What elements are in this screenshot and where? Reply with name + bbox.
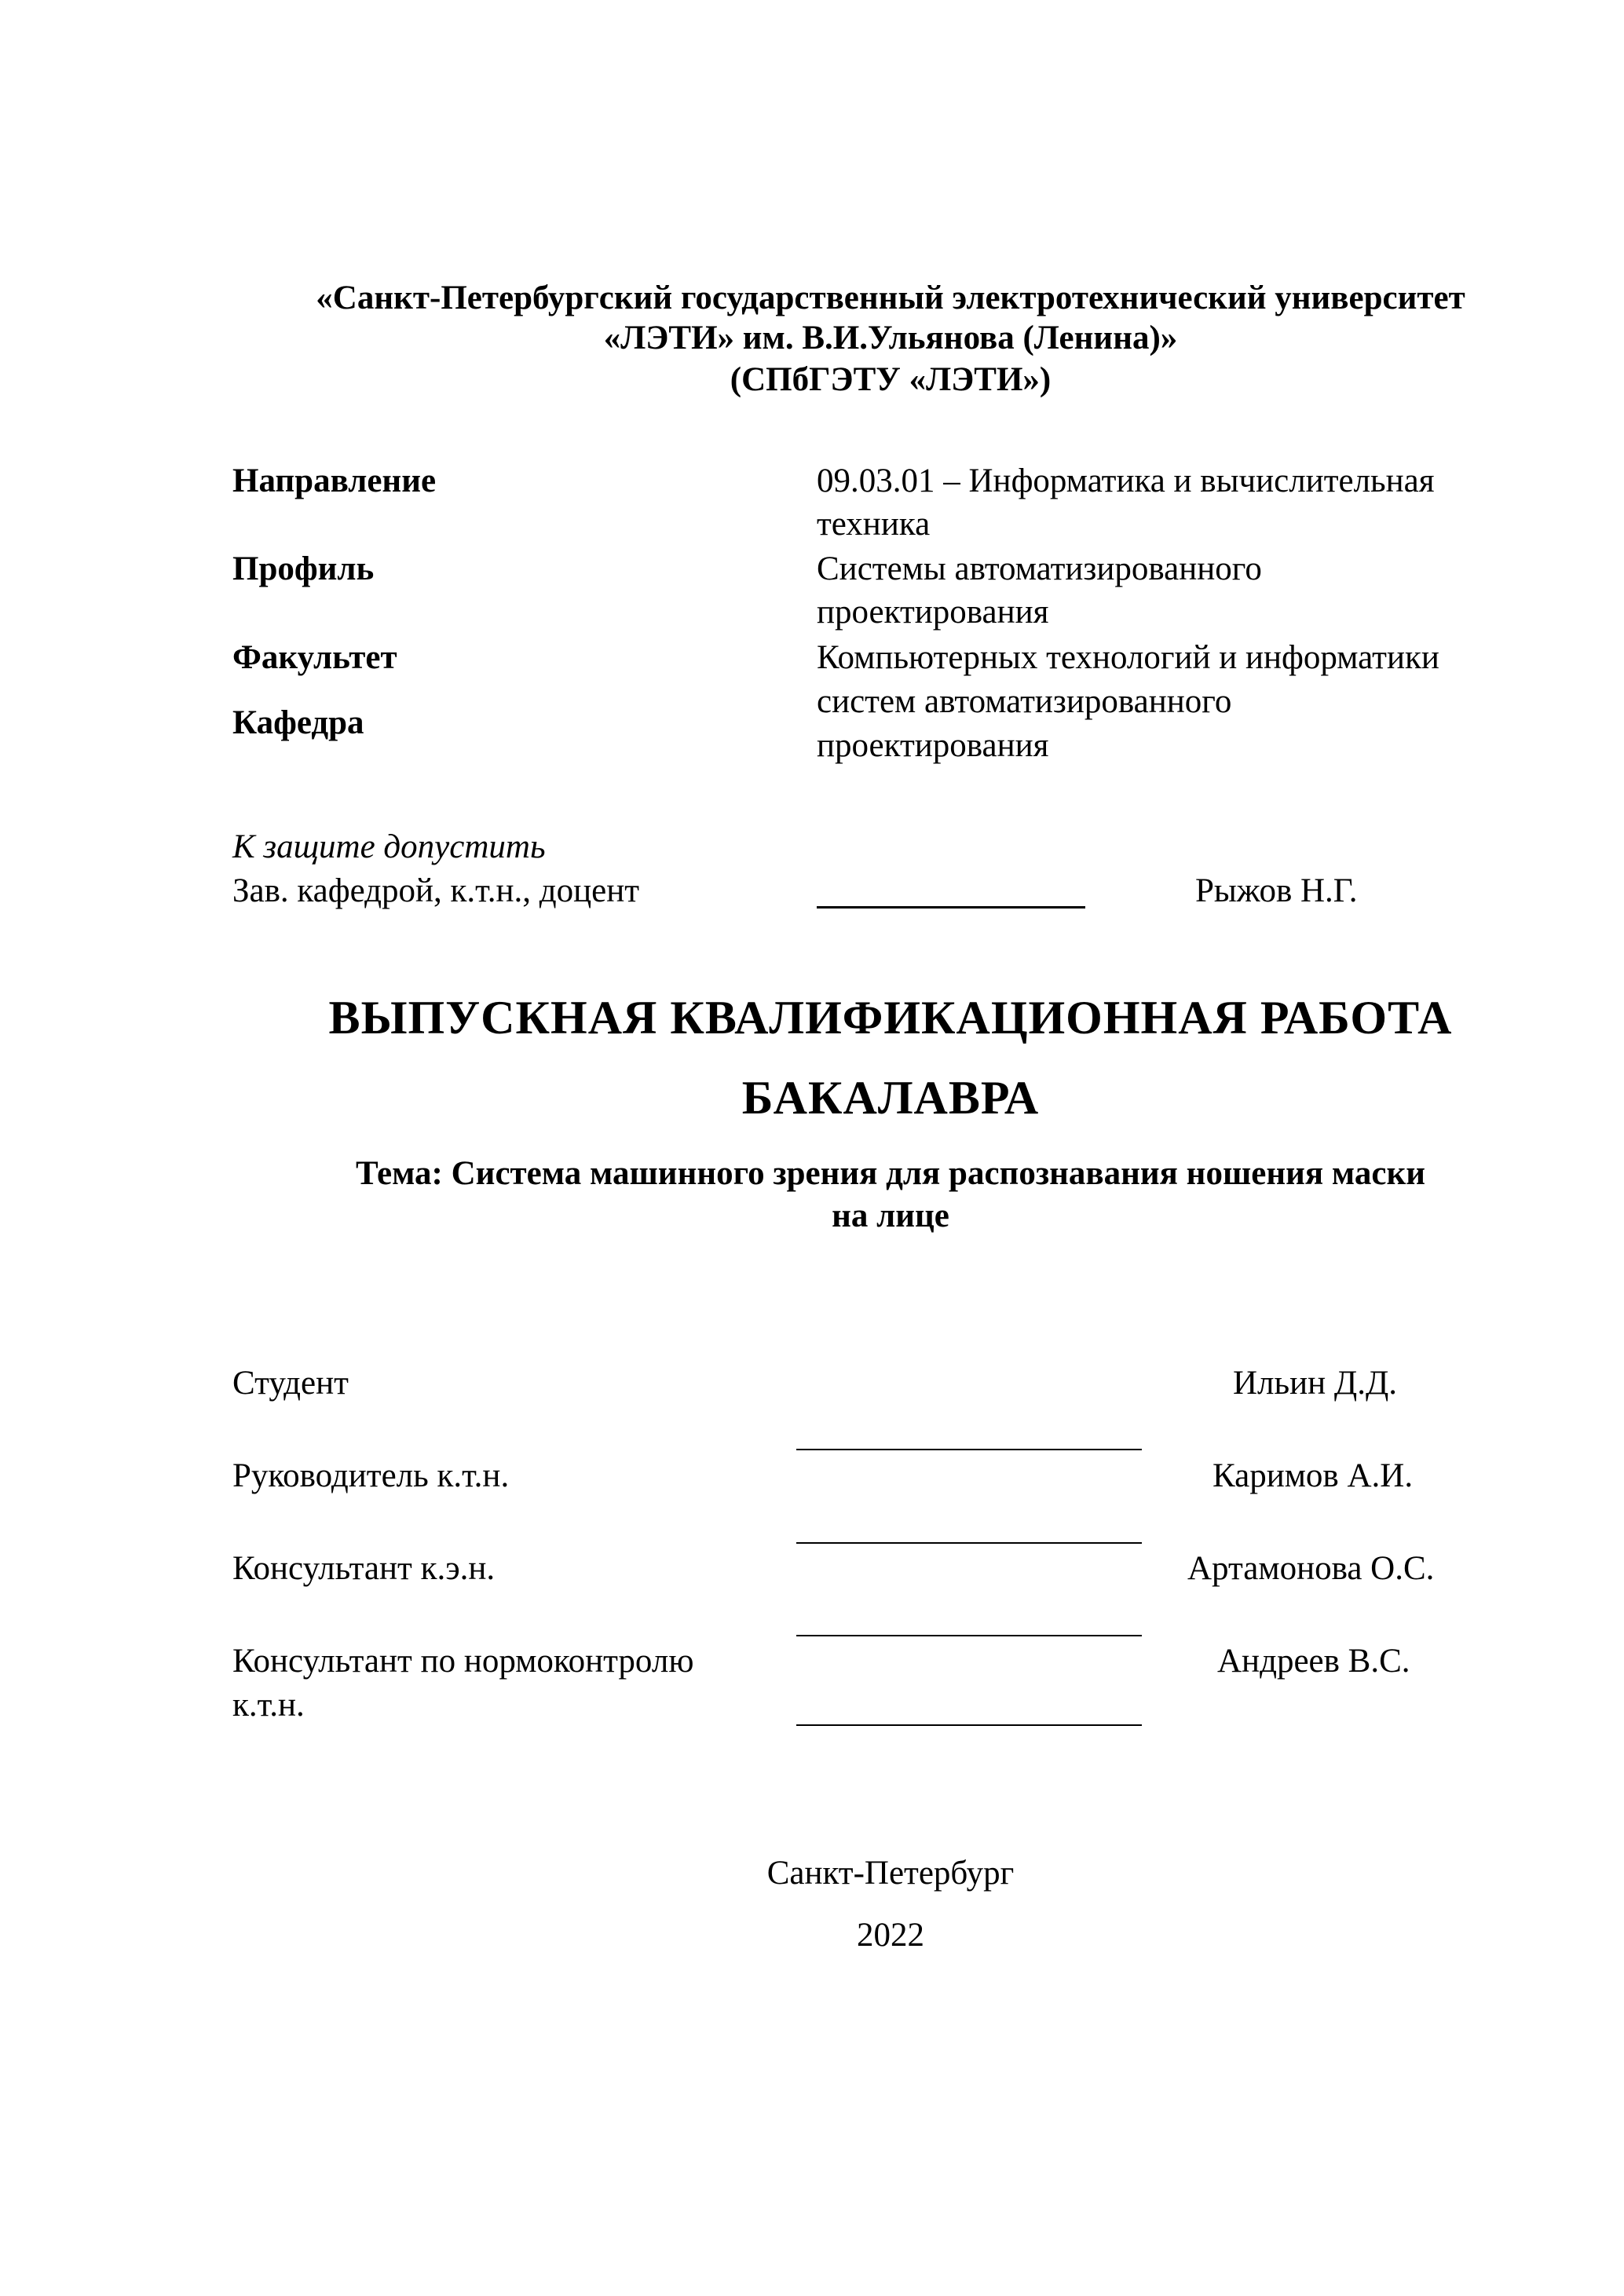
faculty-label: Факультет — [232, 639, 397, 676]
admit-to-defense-text: К защите допустить — [232, 828, 546, 865]
signature-line-consultant — [796, 1635, 1142, 1636]
signature-role-student: Студент — [232, 1365, 349, 1402]
signature-name-student: Ильин Д.Д. — [1233, 1365, 1398, 1402]
department-value-line-2: проектирования — [817, 727, 1049, 764]
document-title-line-2: БАКАЛАВРА — [741, 1072, 1040, 1124]
faculty-value: Компьютерных технологий и информатики — [817, 639, 1439, 676]
direction-value-line-2: техника — [817, 506, 931, 543]
signature-line-student — [796, 1449, 1142, 1450]
profile-value-line-1: Системы автоматизированного — [817, 550, 1262, 587]
direction-label: Направление — [232, 462, 437, 499]
direction-value-line-1: 09.03.01 – Информатика и вычислительная — [817, 462, 1435, 499]
signature-name-consultant: Артамонова О.С. — [1187, 1550, 1435, 1587]
signature-role-supervisor: Руководитель к.т.н. — [232, 1457, 510, 1494]
signature-role-consultant: Консультант к.э.н. — [232, 1550, 496, 1587]
signature-name-supervisor: Каримов А.И. — [1213, 1457, 1414, 1494]
university-abbreviation: (СПбГЭТУ «ЛЭТИ») — [730, 361, 1052, 398]
university-name-line-1: «Санкт-Петербургский государственный электротехнический университет — [316, 280, 1465, 316]
theme-line-1: Тема: Система машинного зрения для распознавания ношения маски — [355, 1155, 1426, 1192]
theme-line-2: на лице — [832, 1197, 949, 1234]
profile-label: Профиль — [232, 550, 375, 587]
signature-line-norm-control — [796, 1724, 1142, 1726]
document-title-line-1: ВЫПУСКНАЯ КВАЛИФИКАЦИОННАЯ РАБОТА — [328, 992, 1453, 1044]
department-value-line-1: систем автоматизированного — [817, 683, 1232, 720]
signature-line-supervisor — [796, 1542, 1142, 1544]
city: Санкт-Петербург — [766, 1855, 1015, 1892]
university-name-line-2: «ЛЭТИ» им. В.И.Ульянова (Ленина)» — [603, 320, 1178, 356]
signature-role-norm-control-degree: к.т.н. — [232, 1687, 305, 1724]
signature-name-norm-control: Андреев В.С. — [1217, 1643, 1410, 1680]
profile-value-line-2: проектирования — [817, 594, 1049, 631]
head-of-department-title: Зав. кафедрой, к.т.н., доцент — [232, 872, 640, 909]
year: 2022 — [857, 1917, 924, 1954]
head-of-department-name: Рыжов Н.Г. — [1195, 872, 1358, 909]
signature-role-norm-control: Консультант по нормоконтролю — [232, 1643, 694, 1680]
head-signature-line — [817, 906, 1085, 909]
department-label: Кафедра — [232, 704, 364, 741]
